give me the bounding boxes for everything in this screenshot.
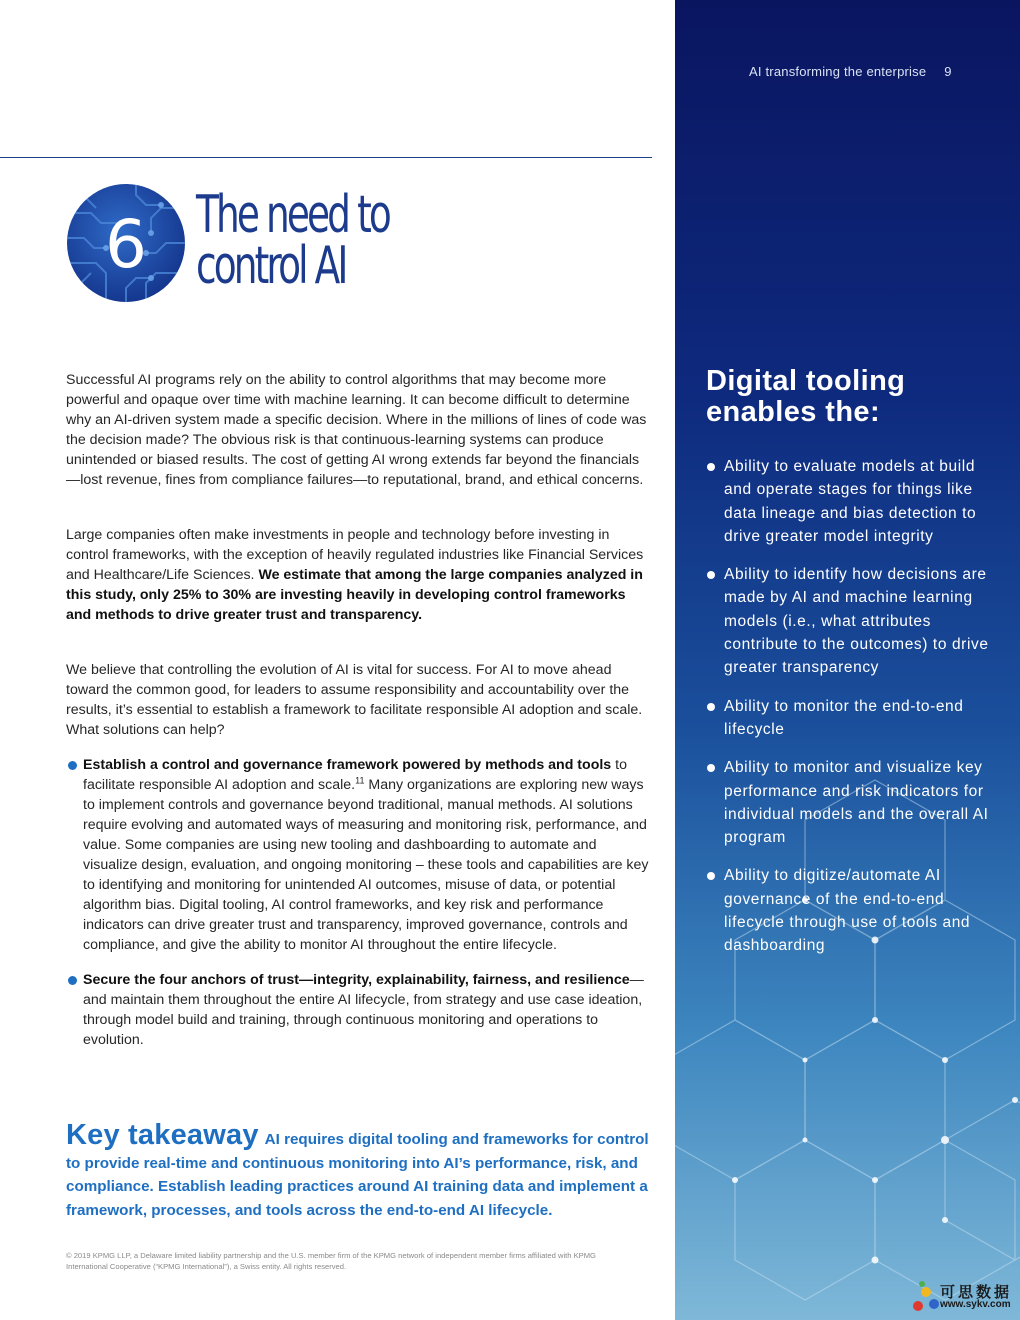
section-title	[196, 185, 389, 296]
sidebar-list-item: Ability to monitor the end-to-end lifecycle	[707, 695, 997, 742]
sidebar-title: Digital tooling enables the:	[706, 365, 906, 428]
section-title-line: The need to	[196, 185, 389, 245]
section-title-line: control AI	[196, 236, 346, 296]
sidebar-list-item: Ability to monitor and visualize key performance and risk indicators for individual models and the overall AI program	[707, 756, 997, 849]
bullet-dot-icon	[707, 703, 715, 711]
sidebar-list-item: Ability to identify how decisions are made by AI and machine learning models (i.e., what attributes contribute to the outcomes) to drive greater transparency	[707, 563, 997, 679]
section-number-badge	[66, 183, 186, 303]
watermark-url: www.sykv.com	[940, 1299, 1011, 1310]
copyright-footer: © 2019 KPMG LLP, a Delaware limited liability partnership and the U.S. member firm of the KPMG network of independent member firms affiliated with KPMG International Cooperative (“KPMG International”), a Swiss entity. All rights reserved.	[66, 1251, 596, 1271]
bullet-dot-icon	[707, 764, 715, 772]
watermark-text: 可思数据	[940, 1284, 1013, 1301]
bullet-dot-icon	[707, 872, 715, 880]
bullet-dot-icon	[68, 976, 77, 985]
bullet-dot-icon	[707, 463, 715, 471]
sidebar-list-item: Ability to digitize/automate AI governance of the end-to-end lifecycle through use of tools and dashboarding	[707, 864, 997, 957]
key-takeaway-text: AI requires digital tooling and frameworks for control to provide real-time and continuous monitoring into AI’s performance, risk, and compliance. Establish leading practices around AI training data and implement a framework, processes, and tools across the end-to-end AI lifecycle.	[66, 1131, 649, 1219]
sidebar-list	[707, 455, 997, 973]
body-paragraph: Successful AI programs rely on the ability to control algorithms that may become more powerful and opaque over time with machine learning. It can become difficult to determine why an AI-driven system made a specific decision. Where in the millions of lines of code was the decision made? The obvious risk is that continuous-learning systems can produce unintended or biased results. The cost of getting AI wrong extends far beyond the financials—lost revenue, fines from compliance failures—to reputational, brand, and ethical concerns.	[66, 372, 647, 488]
running-header	[749, 64, 952, 79]
body-paragraph: Large companies often make investments in people and technology before investing in control frameworks, with the exception of heavily regulated industries like Financial Services and Healthcare/Life Sciences. We estimate that among the large companies analyzed in this study, only 25% to 30% are investing heavily in developing control frameworks and methods to drive greater trust and transparency.	[66, 527, 644, 623]
header-divider	[0, 157, 652, 158]
bullet-dot-icon	[68, 761, 77, 770]
bullet-dot-icon	[707, 571, 715, 579]
running-title: AI transforming the enterprise	[749, 64, 927, 79]
section-number: 6	[105, 206, 147, 283]
solution-bullet-list	[66, 755, 652, 1065]
key-takeaway-label: Key takeaway	[66, 1119, 259, 1151]
solution-bullet: Establish a control and governance framework powered by methods and tools to facilitate responsible AI adoption and scale.$^{11}$ Many organizations are exploring new ways to implement controls and governance beyond traditional, manual methods. AI solutions require evolving and automated ways of measuring and monitoring risk, performance, and value. Some companies are using new tooling and dashboarding to automate and visualize design, evaluation, and ongoing monitoring – these tools and capabilities are key to identifying and monitoring for unintended AI outcomes, misuse of data, or potential algorithm bias. Digital tooling, AI control frameworks, and key risk and performance indicators can drive greater trust and transparency, improved governance, controls and compliance, and give the ability to monitor AI throughout the entire lifecycle.	[66, 755, 652, 955]
solution-bullet: Secure the four anchors of trust—integrity, explainability, fairness, and resilience—and maintain them throughout the entire AI lifecycle, from strategy and use case ideation, through model build and training, through continuous monitoring and operations to evolution.	[66, 970, 652, 1050]
body-paragraph: We believe that controlling the evolution of AI is vital for success. For AI to move ahead toward the common good, for leaders to assume responsibility and accountability over the results, it’s essential to establish a framework to facilitate responsible AI adoption and scale. What solutions can help?	[66, 662, 643, 738]
key-takeaway	[66, 1119, 656, 1222]
page-number: 9	[944, 64, 952, 79]
sidebar-list-item: Ability to evaluate models at build and operate stages for things like data lineage and bias detection to drive greater model integrity	[707, 455, 997, 548]
sidebar-panel	[675, 0, 1020, 1320]
footnote-ref: 11	[355, 775, 365, 786]
